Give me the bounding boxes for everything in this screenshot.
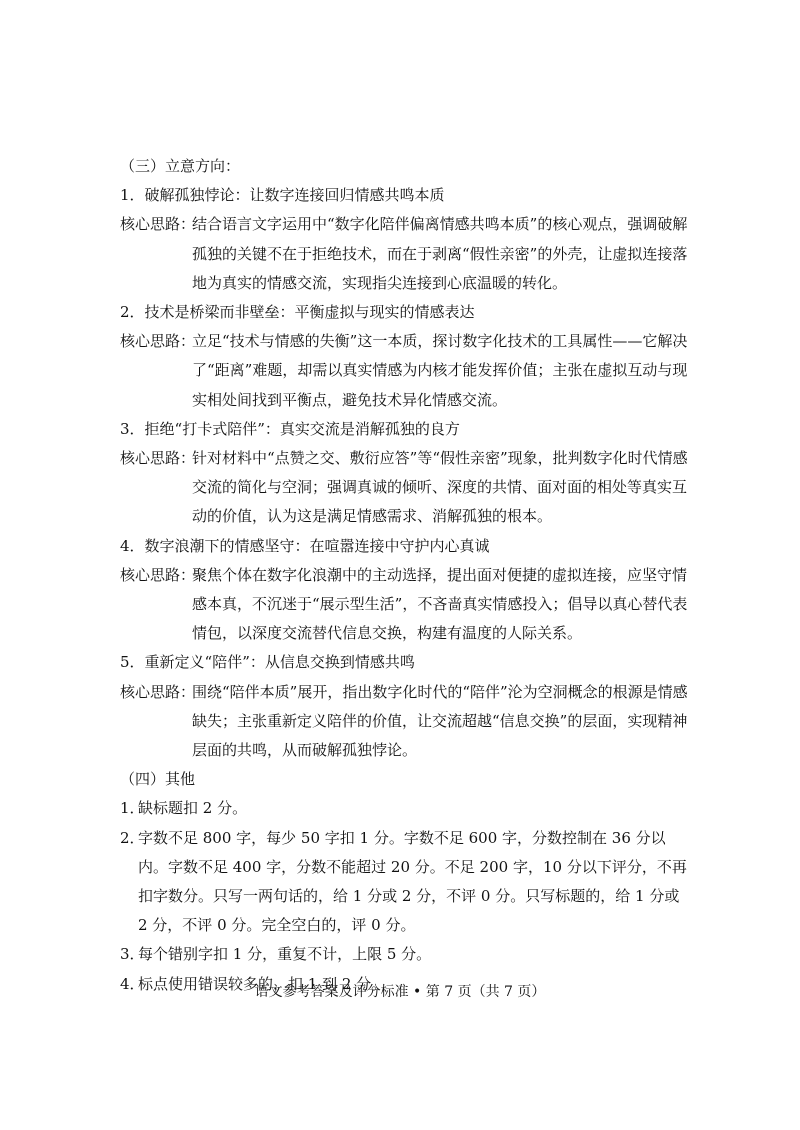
rule-item-1 <box>120 794 690 823</box>
page-footer: 语文参考答案及评分标准 • 第 7 页（共 7 页） <box>254 984 546 1000</box>
theme-title: 4．数字浪潮下的情感坚守：在喧嚣连接中守护内心真诚 <box>120 536 490 555</box>
rule-text: 字数不足 800 字，每少 50 字扣 1 分。字数不足 600 字，分数控制在 36 分以内。字数不足 400 字，分数不能超过 20 分。不足 200 字，10 分以下评分，不再扣字数分。只写一两句话的，给 1 分或 2 分，不评 0 分。只写标题的，给 1 分或 2 分，不评 0 分。完全空白的，评 0 分。 <box>138 828 687 935</box>
rule-number: 3． <box>120 945 145 964</box>
core-idea <box>120 678 690 766</box>
theme-title: 5．重新定义“陪伴”：从信息交换到情感共鸣 <box>120 653 415 672</box>
core-idea-text: 立足“技术与情感的失衡”这一本质，探讨数字化技术的工具属性——它解决了“距离”难题，却需以真实情感为内核才能发挥价值；主张在虚拟互动与现实相处间找到平衡点，避免技术异化情感交流。 <box>192 332 688 409</box>
page-content <box>120 152 690 999</box>
core-idea <box>120 210 690 298</box>
rule-number: 4． <box>120 974 145 993</box>
core-idea-label: 核心思路： <box>120 332 196 351</box>
theme-title: 2．技术是桥梁而非壁垒：平衡虚拟与现实的情感表达 <box>120 303 475 322</box>
rule-item-2 <box>120 824 690 941</box>
core-idea-label: 核心思路： <box>120 449 196 468</box>
rule-number: 2． <box>120 828 145 847</box>
core-idea <box>120 561 690 649</box>
theme-item-3 <box>120 415 690 532</box>
theme-item-2 <box>120 298 690 415</box>
rule-number: 1． <box>120 799 145 818</box>
rule-text: 标点使用错误较多的，扣 1 到 2 分。 <box>138 974 387 993</box>
theme-title: 3．拒绝“打卡式陪伴”：真实交流是消解孤独的良方 <box>120 419 460 438</box>
rule-text: 缺标题扣 2 分。 <box>138 799 248 818</box>
theme-title: 1．破解孤独悖论：让数字连接回归情感共鸣本质 <box>120 186 445 205</box>
rule-item-3 <box>120 940 690 969</box>
theme-item-1 <box>120 181 690 298</box>
core-idea <box>120 444 690 532</box>
core-idea-label: 核心思路： <box>120 682 196 701</box>
section-heading-4: （四）其他 <box>120 770 196 789</box>
core-idea-text: 围绕“陪伴本质”展开，指出数字化时代的“陪伴”沦为空洞概念的根源是情感缺失；主张重新定义陪伴的价值，让交流超越“信息交换”的层面，实现精神层面的共鸣，从而破解孤独悖论。 <box>192 682 688 760</box>
rule-text: 每个错别字扣 1 分，重复不计，上限 5 分。 <box>138 945 432 964</box>
core-idea-label: 核心思路： <box>120 565 196 584</box>
core-idea-text: 聚焦个体在数字化浪潮中的主动选择，提出面对便捷的虚拟连接，应坚守情感本真，不沉迷于“展示型生活”，不吝啬真实情感投入；倡导以真心替代表情包，以深度交流替代信息交换，构建有温度的人际关系。 <box>192 565 688 643</box>
core-idea-text: 结合语言文字运用中“数字化陪伴偏离情感共鸣本质”的核心观点，强调破解孤独的关键不在于拒绝技术，而在于剥离“假性亲密”的外壳，让虚拟连接落地为真实的情感交流，实现指尖连接到心底温暖的转化。 <box>192 215 688 292</box>
theme-item-5 <box>120 648 690 765</box>
core-idea-label: 核心思路： <box>120 215 196 234</box>
section-heading-3: （三）立意方向： <box>120 157 241 175</box>
theme-item-4 <box>120 532 690 649</box>
core-idea <box>120 327 690 415</box>
core-idea-text: 针对材料中“点赞之交、敷衍应答”等“假性亲密”现象，批判数字化时代情感交流的简化与空洞；强调真诚的倾听、深度的共情、面对面的相处等真实互动的价值，认为这是满足情感需求、消解孤独的根本。 <box>192 449 688 526</box>
